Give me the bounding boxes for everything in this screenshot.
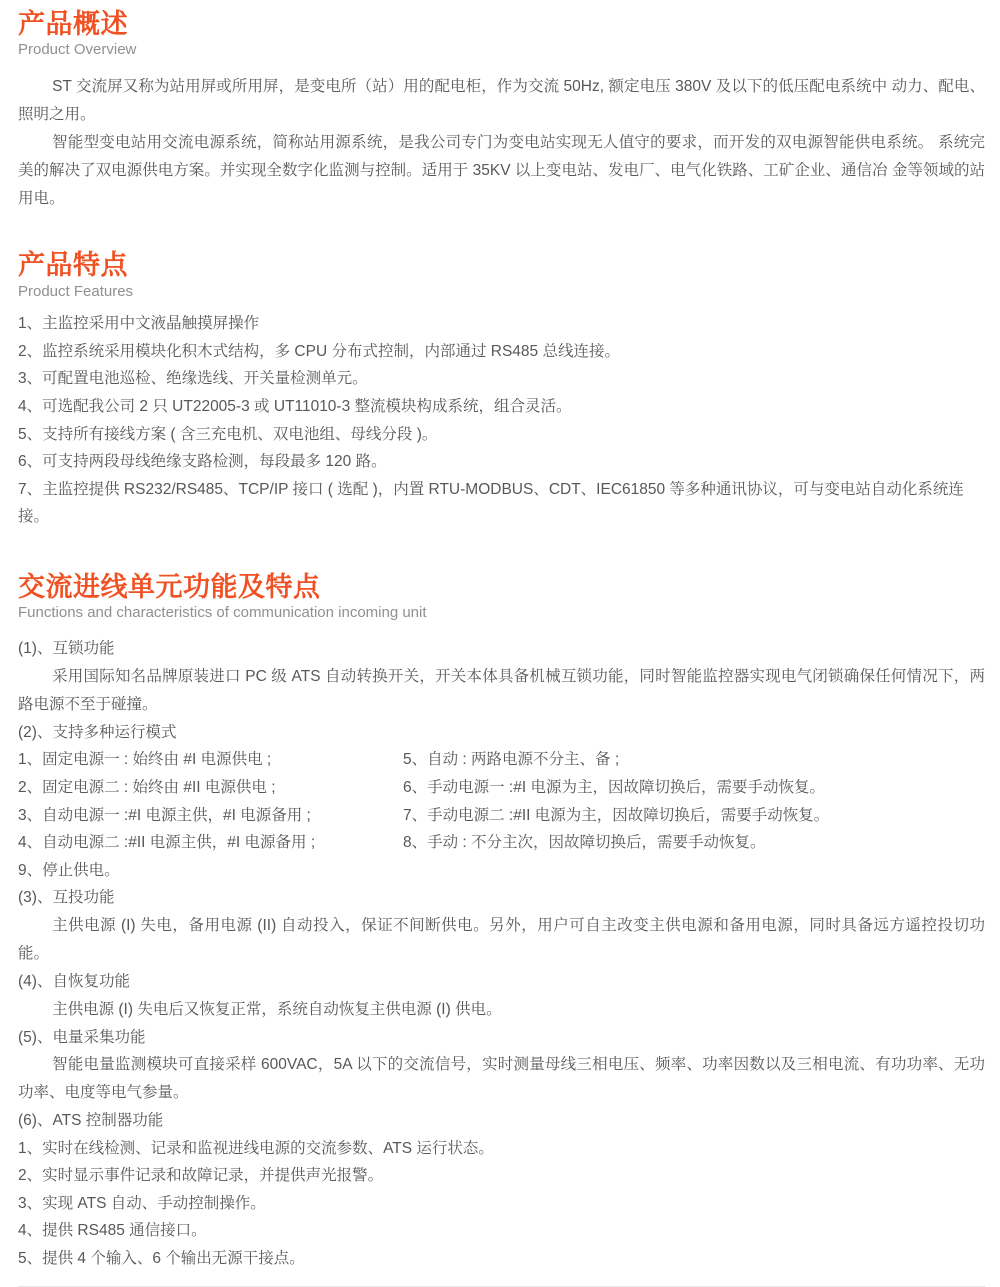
run-mode-item: 8、手动 : 不分主次，因故障切换后，需要手动恢复。	[403, 834, 766, 852]
overview-paragraph-1: ST 交流屏又称为站用屏或所用屏，是变电所（站）用的配电柜，作为交流 50Hz, 额定电压 380V 及以下的低压配电系统中 动力、配电、照明之用。	[18, 78, 985, 124]
function-1-body: 采用国际知名品牌原装进口 PC 级 ATS 自动转换开关，开关本体具备机械互锁功能，同时智能监控器实现电气闭锁确保任何情况下，两路电源不至于碰撞。	[18, 667, 985, 713]
ats-item: 3、实现 ATS 自动、手动控制操作。	[18, 1194, 266, 1212]
section-features	[18, 249, 985, 531]
features-title: 产品特点	[18, 250, 128, 281]
incoming-subtitle: Functions and characteristics of communication incoming unit	[18, 604, 427, 622]
run-mode-item: 1、固定电源一 : 始终由 #I 电源供电 ;	[18, 751, 272, 769]
feature-item: 3、可配置电池巡检、绝缘选线、开关量检测单元。	[18, 370, 368, 388]
function-4-body: 主供电源 (I) 失电后又恢复正常，系统自动恢复主供电源 (I) 供电。	[52, 1000, 502, 1018]
feature-item: 4、可选配我公司 2 只 UT22005-3 或 UT11010-3 整流模块构成系统，组合灵活。	[18, 398, 572, 416]
run-mode-item: 7、手动电源二 :#II 电源为主，因故障切换后，需要手动恢复。	[403, 806, 830, 824]
feature-item: 1、主监控采用中文液晶触摸屏操作	[18, 315, 260, 333]
ats-item: 4、提供 RS485 通信接口。	[18, 1222, 207, 1240]
section-incoming-unit	[18, 571, 985, 1273]
incoming-title: 交流进线单元功能及特点	[18, 572, 321, 603]
incoming-content	[18, 635, 985, 1273]
run-mode-item: 6、手动电源一 :#I 电源为主，因故障切换后，需要手动恢复。	[403, 778, 825, 796]
features-list	[18, 310, 985, 531]
function-3-body: 主供电源 (I) 失电，备用电源 (II) 自动投入，保证不间断供电。另外，用户可自主改变主供电源和备用电源，同时具备远方遥控投切功能。	[18, 916, 985, 962]
features-subtitle: Product Features	[18, 282, 134, 300]
function-2-heading: (2)、支持多种运行模式	[18, 723, 177, 741]
run-modes-grid	[18, 746, 985, 856]
function-3-heading: (3)、互投功能	[18, 889, 115, 907]
overview-subtitle: Product Overview	[18, 41, 137, 59]
run-mode-item: 2、固定电源二 : 始终由 #II 电源供电 ;	[18, 778, 276, 796]
ats-item: 5、提供 4 个输入、6 个输出无源干接点。	[18, 1250, 305, 1268]
run-mode-item: 4、自动电源二 :#II 电源主供，#I 电源备用 ;	[18, 834, 316, 852]
function-6-heading: (6)、ATS 控制器功能	[18, 1112, 164, 1130]
run-mode-item-9: 9、停止供电。	[18, 861, 120, 879]
feature-item: 2、监控系统采用模块化积木式结构，多 CPU 分布式控制，内部通过 RS485 总线连接。	[18, 342, 620, 360]
run-mode-item: 5、自动 : 两路电源不分主、备 ;	[403, 751, 620, 769]
product-document	[18, 8, 985, 1287]
function-5-heading: (5)、电量采集功能	[18, 1028, 146, 1046]
function-1-heading: (1)、互锁功能	[18, 640, 115, 658]
feature-item: 6、可支持两段母线绝缘支路检测，每段最多 120 路。	[18, 453, 387, 471]
overview-paragraph-2: 智能型变电站用交流电源系统，简称站用源系统，是我公司专门为变电站实现无人值守的要求，而开发的双电源智能供电系统。 系统完美的解决了双电源供电方案。并实现全数字化监测与控制。适用于 35KV 以上变电站、发电厂、电气化铁路、工矿企业、通信冶 金等领域的站用电。	[18, 134, 985, 208]
ats-item: 1、实时在线检测、记录和监视进线电源的交流参数、ATS 运行状态。	[18, 1139, 494, 1157]
section-overview	[18, 8, 985, 213]
function-5-body: 智能电量监测模块可直接采样 600VAC，5A 以下的交流信号，实时测量母线三相电压、频率、功率因数以及三相电流、有功功率、无功功率、电度等电气参量。	[18, 1056, 985, 1102]
ats-item: 2、实时显示事件记录和故障记录，并提供声光报警。	[18, 1167, 384, 1185]
feature-item: 7、主监控提供 RS232/RS485、TCP/IP 接口 ( 选配 )，内置 RTU-MODBUS、CDT、IEC61850 等多种通讯协议，可与变电站自动化系统连接。	[18, 480, 964, 526]
function-4-heading: (4)、自恢复功能	[18, 972, 130, 990]
run-mode-item: 3、自动电源一 :#I 电源主供，#I 电源备用 ;	[18, 806, 311, 824]
overview-title: 产品概述	[18, 9, 128, 39]
feature-item: 5、支持所有接线方案 ( 含三充电机、双电池组、母线分段 )。	[18, 425, 438, 443]
